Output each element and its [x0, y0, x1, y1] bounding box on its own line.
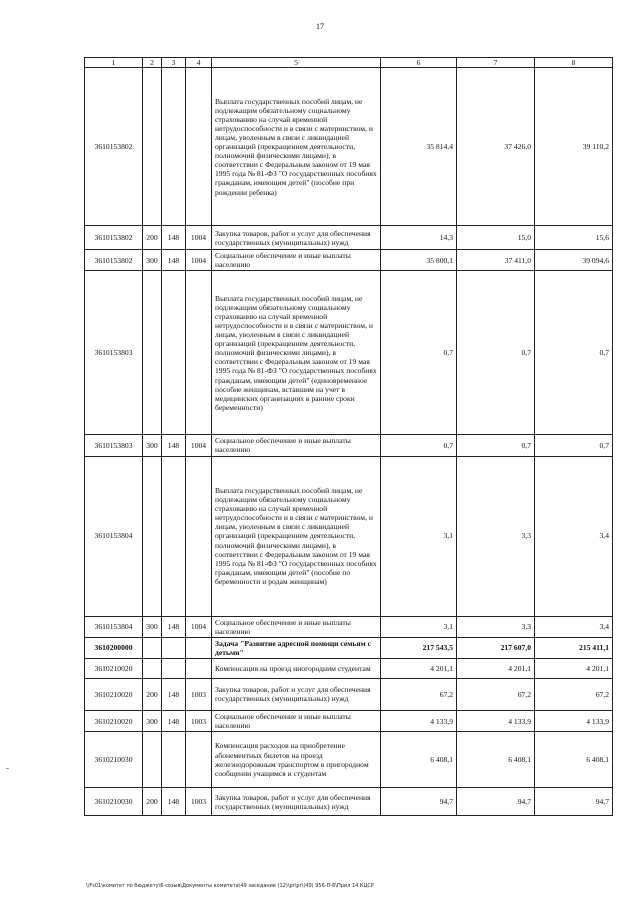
kcsr-code-cell: 3610153804 [85, 456, 143, 616]
section-code-cell: 1004 [186, 616, 212, 637]
amount-col6-cell: 67,2 [381, 678, 457, 710]
table-row [85, 678, 613, 710]
amount-col8-cell: 6 408,1 [535, 732, 613, 788]
kcsr-code-cell: 3610153802 [85, 226, 143, 250]
section-code-cell [186, 637, 212, 658]
ministry-code-cell: 148 [162, 435, 186, 456]
amount-col7-cell: 6 408,1 [457, 732, 535, 788]
expense-type-cell [143, 637, 162, 658]
kcsr-code-cell: 3610153803 [85, 271, 143, 435]
expense-type-cell [143, 271, 162, 435]
amount-col8-cell: 39 110,2 [535, 68, 613, 226]
expense-type-cell: 300 [143, 250, 162, 271]
amount-col8-cell: 4 133,9 [535, 710, 613, 731]
description-cell: Социальное обеспечение и иные выплаты населению [212, 250, 381, 271]
expense-type-cell: 300 [143, 710, 162, 731]
amount-col6-cell: 94,7 [381, 788, 457, 816]
kcsr-code-cell: 3610153804 [85, 616, 143, 637]
table-row [85, 456, 613, 616]
table-row [85, 250, 613, 271]
table-row [85, 271, 613, 435]
amount-col7-cell: 217 607,0 [457, 637, 535, 658]
section-code-cell: 1003 [186, 710, 212, 731]
column-number: 8 [535, 58, 613, 68]
amount-col6-cell: 3,1 [381, 616, 457, 637]
amount-col8-cell: 94,7 [535, 788, 613, 816]
column-number: 4 [186, 58, 212, 68]
description-cell: Компенсация на проезд иногородним студентам [212, 658, 381, 678]
ministry-code-cell: 148 [162, 678, 186, 710]
description-cell: Социальное обеспечение и иные выплаты населению [212, 710, 381, 731]
section-code-cell [186, 732, 212, 788]
amount-col8-cell: 3,4 [535, 616, 613, 637]
section-code-cell: 1004 [186, 226, 212, 250]
table-row [85, 710, 613, 731]
expense-type-cell: 300 [143, 435, 162, 456]
table-row [85, 658, 613, 678]
amount-col7-cell: 37 411,0 [457, 250, 535, 271]
amount-col8-cell: 4 201,1 [535, 658, 613, 678]
ministry-code-cell: 148 [162, 616, 186, 637]
expense-type-cell [143, 658, 162, 678]
description-cell: Выплата государственных пособий лицам, не подлежащим обязательному социальному страхованию на случай временной нетрудоспособности и в связи с материнством, и лицам, уволенным в связи с ликвидацией организаций (прекращением деятельности, полномочий физическими лицами), в соответствии с Федеральным законом от 19 мая 1995 года № 81-ФЗ "О государственных пособиях гражданам, имеющим детей" (единовременное пособие женщинам, вставшим на учет в медицинских организациях в ранние сроки беременности) [212, 271, 381, 435]
table-row [85, 732, 613, 788]
ministry-code-cell [162, 637, 186, 658]
amount-col6-cell: 3,1 [381, 456, 457, 616]
amount-col6-cell: 0,7 [381, 435, 457, 456]
table-row [85, 435, 613, 456]
section-code-cell [186, 68, 212, 226]
expense-type-cell [143, 68, 162, 226]
section-code-cell: 1004 [186, 435, 212, 456]
expense-type-cell: 300 [143, 616, 162, 637]
section-code-cell [186, 271, 212, 435]
amount-col8-cell: 3,4 [535, 456, 613, 616]
amount-col8-cell: 0,7 [535, 435, 613, 456]
amount-col6-cell: 6 408,1 [381, 732, 457, 788]
column-number: 6 [381, 58, 457, 68]
kcsr-code-cell: 3610210020 [85, 710, 143, 731]
description-cell: Выплата государственных пособий лицам, не подлежащим обязательному социальному страхованию на случай временной нетрудоспособности и в связи с материнством, и лицам, уволенным в связи с ликвидацией организаций (прекращением деятельности, полномочий физическими лицами), в соответствии с Федеральным законом от 19 мая 1995 года № 81-ФЗ "О государственных пособиях гражданам, имеющим детей" (пособие по беременности и родам женщинам) [212, 456, 381, 616]
ministry-code-cell [162, 68, 186, 226]
amount-col6-cell: 4 133,9 [381, 710, 457, 731]
kcsr-code-cell: 3610153802 [85, 250, 143, 271]
kcsr-code-cell: 3610210030 [85, 788, 143, 816]
amount-col6-cell: 4 201,1 [381, 658, 457, 678]
scan-mark [6, 768, 9, 769]
kcsr-code-cell: 3610153802 [85, 68, 143, 226]
ministry-code-cell [162, 456, 186, 616]
budget-table [84, 57, 613, 816]
footer-file-path: \\Fs01\комитет по бюджету\6 созыв\Документы комитета\49 заседание (12)\pr\pr\(49) 956-П-6\Прил 14 КЦСР [86, 883, 374, 889]
expense-type-cell: 200 [143, 678, 162, 710]
amount-col7-cell: 4 201,1 [457, 658, 535, 678]
amount-col6-cell: 35 814,4 [381, 68, 457, 226]
amount-col7-cell: 3,3 [457, 616, 535, 637]
expense-type-cell [143, 732, 162, 788]
description-cell: Выплата государственных пособий лицам, не подлежащим обязательному социальному страхованию на случай временной нетрудоспособности и в связи с материнством, и лицам, уволенным в связи с ликвидацией организаций (прекращением деятельности, полномочий физическими лицами), в соответствии с Федеральным законом от 19 мая 1995 года № 81-ФЗ "О государственных пособиях гражданам, имеющим детей" (пособие при рождении ребенка) [212, 68, 381, 226]
kcsr-code-cell: 3610153803 [85, 435, 143, 456]
column-number: 3 [162, 58, 186, 68]
ministry-code-cell [162, 658, 186, 678]
amount-col8-cell: 67,2 [535, 678, 613, 710]
table-row [85, 637, 613, 658]
column-number-row [85, 58, 613, 68]
amount-col7-cell: 94,7 [457, 788, 535, 816]
kcsr-code-cell: 3610210020 [85, 678, 143, 710]
description-cell: Закупка товаров, работ и услуг для обеспечения государственных (муниципальных) нужд [212, 226, 381, 250]
table-row [85, 616, 613, 637]
column-number: 1 [85, 58, 143, 68]
ministry-code-cell: 148 [162, 710, 186, 731]
amount-col7-cell: 67,2 [457, 678, 535, 710]
section-code-cell: 1003 [186, 788, 212, 816]
expense-type-cell [143, 456, 162, 616]
ministry-code-cell [162, 271, 186, 435]
expense-type-cell: 200 [143, 226, 162, 250]
amount-col8-cell: 215 411,1 [535, 637, 613, 658]
description-cell: Закупка товаров, работ и услуг для обеспечения государственных (муниципальных) нужд [212, 678, 381, 710]
expense-type-cell: 200 [143, 788, 162, 816]
amount-col8-cell: 15,6 [535, 226, 613, 250]
section-code-cell [186, 658, 212, 678]
column-number: 2 [143, 58, 162, 68]
kcsr-code-cell: 3610210020 [85, 658, 143, 678]
amount-col7-cell: 15,0 [457, 226, 535, 250]
amount-col7-cell: 0,7 [457, 271, 535, 435]
section-code-cell [186, 456, 212, 616]
table-row [85, 226, 613, 250]
kcsr-code-cell: 3610210030 [85, 732, 143, 788]
description-cell: Социальное обеспечение и иные выплаты населению [212, 435, 381, 456]
description-cell: Задача "Развитие адресной помощи семьям с детьми" [212, 637, 381, 658]
amount-col8-cell: 0,7 [535, 271, 613, 435]
kcsr-code-cell: 3610200000 [85, 637, 143, 658]
amount-col8-cell: 39 094,6 [535, 250, 613, 271]
amount-col6-cell: 14,3 [381, 226, 457, 250]
ministry-code-cell [162, 732, 186, 788]
description-cell: Компенсация расходов на приобретение абонементных билетов на проезд железнодорожным транспортом в пригородном сообщении учащимся и студентам [212, 732, 381, 788]
table-row [85, 68, 613, 226]
table-row [85, 788, 613, 816]
section-code-cell: 1004 [186, 250, 212, 271]
ministry-code-cell: 148 [162, 250, 186, 271]
ministry-code-cell: 148 [162, 788, 186, 816]
description-cell: Социальное обеспечение и иные выплаты населению [212, 616, 381, 637]
amount-col7-cell: 37 426,0 [457, 68, 535, 226]
column-number: 5 [212, 58, 381, 68]
description-cell: Закупка товаров, работ и услуг для обеспечения государственных (муниципальных) нужд [212, 788, 381, 816]
amount-col7-cell: 4 133,9 [457, 710, 535, 731]
amount-col6-cell: 0,7 [381, 271, 457, 435]
amount-col6-cell: 217 543,5 [381, 637, 457, 658]
amount-col6-cell: 35 800,1 [381, 250, 457, 271]
amount-col7-cell: 3,3 [457, 456, 535, 616]
page-number: 17 [316, 22, 324, 31]
column-number: 7 [457, 58, 535, 68]
section-code-cell: 1003 [186, 678, 212, 710]
ministry-code-cell: 148 [162, 226, 186, 250]
amount-col7-cell: 0,7 [457, 435, 535, 456]
